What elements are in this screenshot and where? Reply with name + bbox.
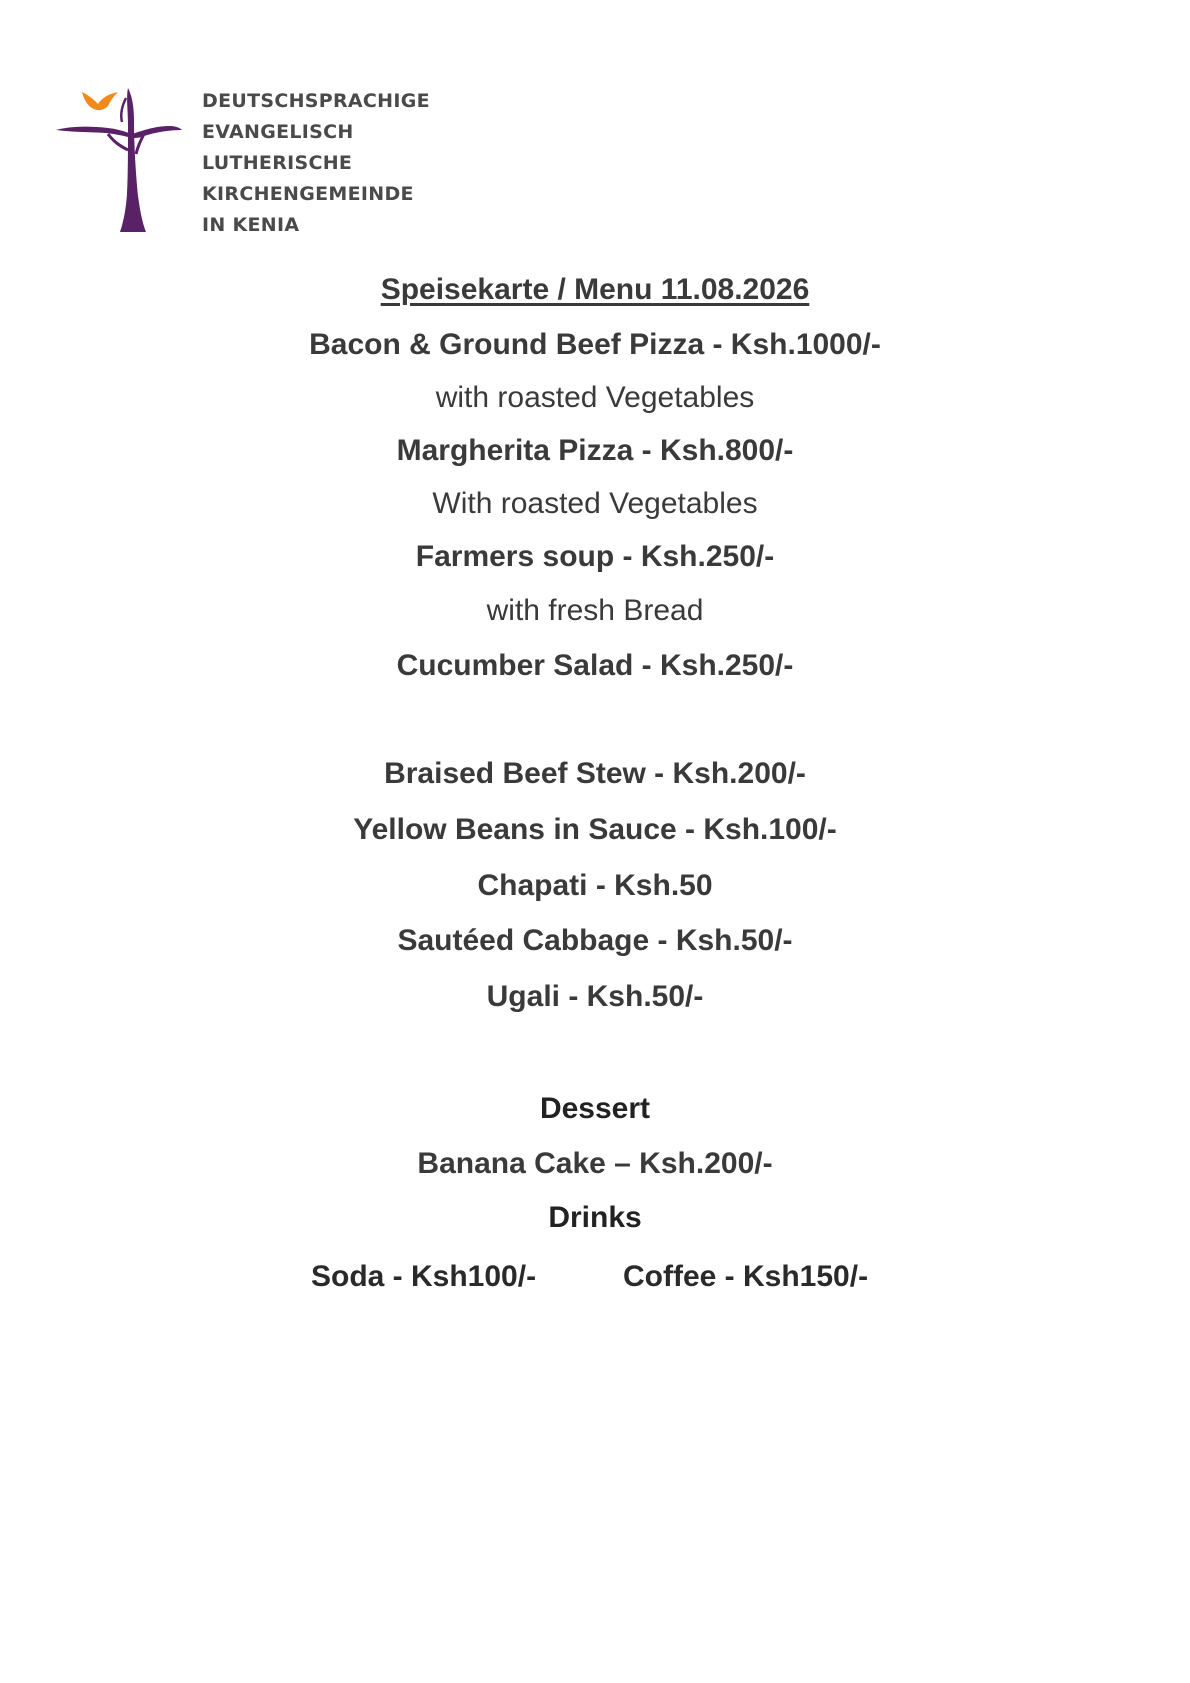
menu-title: Speisekarte / Menu 11.08.2026 <box>380 273 810 306</box>
drinks-heading: Drinks <box>548 1201 642 1234</box>
side-item: Ugali - Ksh.50/- <box>486 980 704 1013</box>
dessert-heading: Dessert <box>539 1092 651 1125</box>
drink-item: Soda - Ksh100/- <box>311 1260 537 1293</box>
menu-item-name: Bacon & Ground Beef Pizza - Ksh.1000/- <box>309 328 881 361</box>
drink-item: Coffee - Ksh150/- <box>623 1260 869 1293</box>
menu-item-desc: with fresh Bread <box>486 594 704 627</box>
menu-item-desc: with roasted Vegetables <box>435 381 755 414</box>
org-line-5: IN KENIA <box>202 214 300 236</box>
side-item: Chapati - Ksh.50 <box>477 869 713 902</box>
org-line-3: LUTHERISCHE <box>202 152 353 174</box>
menu-item-name: Farmers soup - Ksh.250/- <box>415 540 775 573</box>
menu-item-name: Cucumber Salad - Ksh.250/- <box>396 649 794 682</box>
side-item: Yellow Beans in Sauce - Ksh.100/- <box>353 813 837 846</box>
org-line-4: KIRCHENGEMEINDE <box>202 183 414 205</box>
org-line-1: DEUTSCHSPRACHIGE <box>202 90 430 112</box>
menu-item-name: Margherita Pizza - Ksh.800/- <box>396 434 794 467</box>
cross-bird-icon <box>56 86 196 236</box>
church-logo <box>56 86 430 236</box>
dessert-item: Banana Cake – Ksh.200/- <box>417 1147 773 1180</box>
org-line-2: EVANGELISCH <box>202 121 354 143</box>
menu-item-desc: With roasted Vegetables <box>432 487 758 520</box>
side-item: Sautéed Cabbage - Ksh.50/- <box>397 924 793 957</box>
organization-name <box>202 86 430 241</box>
side-item: Braised Beef Stew - Ksh.200/- <box>384 757 806 790</box>
